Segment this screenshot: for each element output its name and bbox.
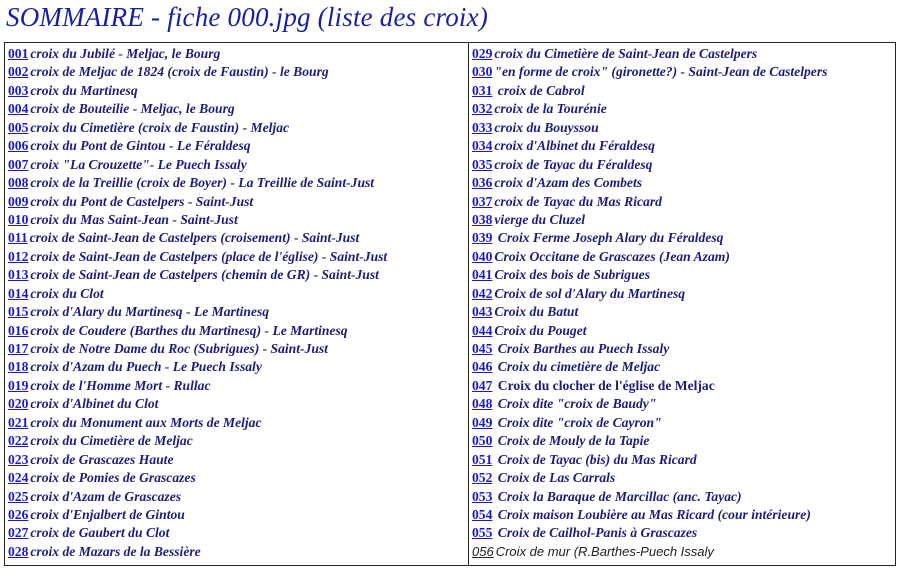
entry-label: croix du Mas Saint-Jean - Saint-Just [30, 211, 238, 227]
list-item [8, 469, 468, 487]
page-title: SOMMAIRE - fiche 000.jpg (liste des croix) [6, 2, 489, 32]
list-item [8, 395, 468, 413]
entry-label: croix du Monument aux Morts de Meljac [30, 414, 262, 430]
entry-label: croix de Pomies de Grascazes [30, 470, 196, 486]
list-item [472, 377, 895, 395]
list-item [8, 266, 468, 284]
list-item [472, 156, 895, 174]
list-item [8, 193, 468, 211]
entry-label: croix de Saint-Jean de Castelpers (croisement) - Saint-Just [29, 230, 360, 246]
entry-label: croix de Cabrol [494, 82, 585, 98]
entry-number-link[interactable]: 049 [472, 414, 493, 430]
list-item [8, 45, 468, 63]
entry-number-link[interactable]: 044 [472, 322, 493, 338]
entry-number-link[interactable]: 048 [472, 396, 493, 412]
entry-label: Croix Barthes au Puech Issaly [494, 341, 670, 356]
right-column [469, 43, 895, 565]
entry-label: croix d'Azam de Grascazes [30, 488, 182, 504]
entry-number-link[interactable]: 022 [8, 433, 29, 449]
entry-number-link[interactable]: 012 [8, 248, 29, 264]
entry-number-link[interactable]: 043 [472, 304, 493, 320]
entry-number-link[interactable]: 042 [472, 285, 493, 301]
entry-number-link[interactable]: 039 [472, 230, 493, 246]
entry-number-link[interactable]: 036 [472, 175, 493, 191]
list-item [8, 229, 468, 247]
entry-label: croix de Tayac du Féraldesq [494, 156, 653, 172]
entry-number-link[interactable]: 029 [472, 46, 493, 61]
entry-label: croix d'Alary du Martinesq - Le Martinesq [30, 304, 270, 320]
list-item [472, 119, 895, 137]
entry-label: Croix dite "croix de Baudy" [494, 396, 657, 412]
list-item [472, 285, 895, 303]
cross-index-table [4, 42, 896, 566]
entry-label: croix de la Treillie (croix de Boyer) - La Treillie de Saint-Just [30, 175, 375, 191]
list-item [472, 322, 895, 340]
list-item [472, 432, 895, 450]
list-item [8, 156, 468, 174]
entry-number-link[interactable]: 005 [8, 119, 29, 135]
list-item [8, 174, 468, 192]
list-item [472, 137, 895, 155]
list-item [472, 303, 895, 321]
entry-label: croix de Saint-Jean de Castelpers (place de l'église) - Saint-Just [30, 248, 388, 264]
entry-label: Croix de sol d'Alary du Martinesq [494, 285, 686, 301]
entry-number-link[interactable]: 001 [8, 46, 29, 61]
list-item [8, 322, 468, 340]
entry-number-link[interactable]: 027 [8, 525, 29, 541]
entry-number-link[interactable]: 006 [8, 138, 29, 154]
left-column [5, 43, 469, 565]
entry-label: croix du Pont de Gintou - Le Féraldesq [30, 138, 251, 154]
entry-number-link[interactable]: 031 [472, 82, 493, 98]
list-item [8, 377, 468, 395]
entry-number-link[interactable]: 014 [8, 285, 29, 301]
entry-number-link[interactable]: 030 [472, 64, 493, 80]
entry-number-link[interactable]: 047 [472, 377, 493, 393]
entry-number-link[interactable]: 032 [472, 101, 493, 117]
entry-label: croix du Cimetière de Meljac [30, 433, 193, 449]
entry-label: croix "La Crouzette"- Le Puech Issaly [30, 156, 247, 172]
entry-number-link[interactable]: 024 [8, 470, 29, 486]
entry-number-link[interactable]: 056 [472, 543, 494, 559]
list-item [472, 82, 895, 100]
entry-label: croix d'Enjalbert de Gintou [30, 506, 185, 522]
entry-label: Croix de Cailhol-Panis à Grascazes [494, 525, 698, 541]
entry-label: croix de Notre Dame du Roc (Subrigues) - Saint-Just [30, 341, 328, 356]
entry-label: croix d'Azam des Combets [494, 175, 643, 191]
entry-label: croix de Gaubert du Clot [30, 525, 170, 541]
entry-label: Croix de mur (R.Barthes-Puech Issaly [495, 543, 714, 559]
entry-number-link[interactable]: 046 [472, 359, 493, 375]
list-item [472, 248, 895, 266]
list-item [8, 137, 468, 155]
entry-number-link[interactable]: 026 [8, 506, 29, 522]
list-item [8, 285, 468, 303]
entry-number-link[interactable]: 041 [472, 267, 493, 283]
entry-number-link[interactable]: 019 [8, 377, 29, 393]
entry-number-link[interactable]: 010 [8, 211, 29, 227]
entry-label: Croix de Las Carrals [494, 470, 616, 486]
entry-label: croix d'Albinet du Féraldesq [494, 138, 655, 154]
entry-label: croix d'Azam du Puech - Le Puech Issaly [30, 359, 262, 375]
entry-number-link[interactable]: 035 [472, 156, 493, 172]
entry-number-link[interactable]: 008 [8, 175, 29, 191]
entry-label: Croix de Tayac (bis) du Mas Ricard [494, 451, 697, 467]
entry-label: croix de Saint-Jean de Castelpers (chemin de GR) - Saint-Just [30, 267, 379, 283]
entry-number-link[interactable]: 015 [8, 304, 29, 320]
entry-label: Croix Occitane de Grascazes (Jean Azam) [494, 248, 730, 264]
entry-number-link[interactable]: 052 [472, 470, 493, 486]
entry-label: "en forme de croix" (gironette?) - Saint-Jean de Castelpers [494, 64, 828, 80]
entry-label: croix de Grascazes Haute [30, 451, 174, 467]
entry-number-link[interactable]: 021 [8, 414, 29, 430]
entry-number-link[interactable]: 054 [472, 506, 493, 522]
entry-number-link[interactable]: 051 [472, 451, 493, 467]
list-item [472, 193, 895, 211]
list-item [472, 414, 895, 432]
entry-number-link[interactable]: 017 [8, 341, 29, 356]
list-item [8, 63, 468, 81]
list-item [472, 45, 895, 63]
list-item [472, 506, 895, 524]
list-item [472, 266, 895, 284]
list-item [472, 358, 895, 376]
list-item [472, 469, 895, 487]
list-item [472, 100, 895, 118]
entry-label: croix du Bouyssou [494, 119, 599, 135]
list-item [8, 340, 468, 358]
list-item [8, 524, 468, 542]
entry-label: croix de Mazars de la Bessière [30, 543, 201, 559]
list-item [8, 248, 468, 266]
list-item [472, 340, 895, 358]
entry-label: croix du Pont de Castelpers - Saint-Just [30, 193, 254, 209]
entry-label: croix du Cimetière de Saint-Jean de Castelpers [494, 46, 758, 61]
entry-label: croix du Clot [30, 285, 104, 301]
list-item [472, 451, 895, 469]
entry-label: Croix dite "croix de Cayron" [494, 414, 662, 430]
list-item [8, 82, 468, 100]
entry-label: Croix la Baraque de Marcillac (anc. Tayac) [494, 488, 742, 504]
entry-number-link[interactable]: 055 [472, 525, 493, 541]
list-item [8, 303, 468, 321]
entry-label: Croix des bois de Subrigues [494, 267, 650, 283]
entry-number-link[interactable]: 050 [472, 433, 493, 449]
entry-number-link[interactable]: 033 [472, 119, 493, 135]
entry-label: croix de Tayac du Mas Ricard [494, 193, 662, 209]
entry-number-link[interactable]: 025 [8, 488, 29, 504]
entry-label: Croix du Batut [494, 304, 579, 320]
list-item [8, 414, 468, 432]
list-item [8, 119, 468, 137]
list-item [8, 506, 468, 524]
entry-number-link[interactable]: 013 [8, 267, 29, 283]
entry-label: Croix du Pouget [494, 322, 587, 338]
entry-number-link[interactable]: 007 [8, 156, 29, 172]
entry-label: Croix Ferme Joseph Alary du Féraldesq [494, 230, 724, 246]
entry-number-link[interactable]: 011 [8, 230, 28, 246]
entry-number-link[interactable]: 020 [8, 396, 29, 412]
entry-number-link[interactable]: 023 [8, 451, 29, 467]
entry-label: croix de la Tourénie [494, 101, 607, 117]
entry-label: croix du Jubilé - Meljac, le Bourg [30, 46, 221, 61]
entry-number-link[interactable]: 002 [8, 64, 29, 80]
list-item [472, 211, 895, 229]
entry-number-link[interactable]: 004 [8, 101, 29, 117]
list-item [472, 229, 895, 247]
entry-number-link[interactable]: 045 [472, 341, 493, 356]
entry-number-link[interactable]: 018 [8, 359, 29, 375]
list-item [472, 63, 895, 81]
entry-number-link[interactable]: 009 [8, 193, 29, 209]
list-item [472, 395, 895, 413]
list-item [8, 432, 468, 450]
entry-number-link[interactable]: 028 [8, 543, 29, 559]
list-item [472, 174, 895, 192]
list-item [8, 211, 468, 229]
list-item [8, 543, 468, 561]
entry-number-link[interactable]: 037 [472, 193, 493, 209]
list-item [472, 543, 895, 561]
list-item [8, 100, 468, 118]
entry-label: croix du Martinesq [30, 82, 138, 98]
entry-label: croix de l'Homme Mort - Rullac [30, 377, 211, 393]
list-item [472, 488, 895, 506]
entry-label: croix d'Albinet du Clot [30, 396, 159, 412]
entry-label: croix de Coudere (Barthes du Martinesq) - Le Martinesq [30, 322, 348, 338]
entry-number-link[interactable]: 040 [472, 248, 493, 264]
entry-label: Croix de Mouly de la Tapie [494, 433, 650, 449]
list-item [472, 524, 895, 542]
entry-number-link[interactable]: 003 [8, 82, 29, 98]
entry-number-link[interactable]: 038 [472, 211, 493, 227]
entry-label: croix de Bouteilie - Meljac, le Bourg [30, 101, 235, 117]
entry-label: Croix du clocher de l'église de Meljac [494, 377, 715, 393]
entry-number-link[interactable]: 016 [8, 322, 29, 338]
list-item [8, 451, 468, 469]
entry-number-link[interactable]: 053 [472, 488, 493, 504]
entry-label: Croix maison Loubière au Mas Ricard (cour intérieure) [494, 506, 811, 522]
entry-label: Croix du cimetière de Meljac [494, 359, 661, 375]
entry-number-link[interactable]: 034 [472, 138, 493, 154]
list-item [8, 488, 468, 506]
list-item [8, 358, 468, 376]
entry-label: croix du Cimetière (croix de Faustin) - Meljac [30, 119, 290, 135]
entry-label: croix de Meljac de 1824 (croix de Faustin) - le Bourg [30, 64, 329, 80]
entry-label: vierge du Cluzel [494, 211, 586, 227]
